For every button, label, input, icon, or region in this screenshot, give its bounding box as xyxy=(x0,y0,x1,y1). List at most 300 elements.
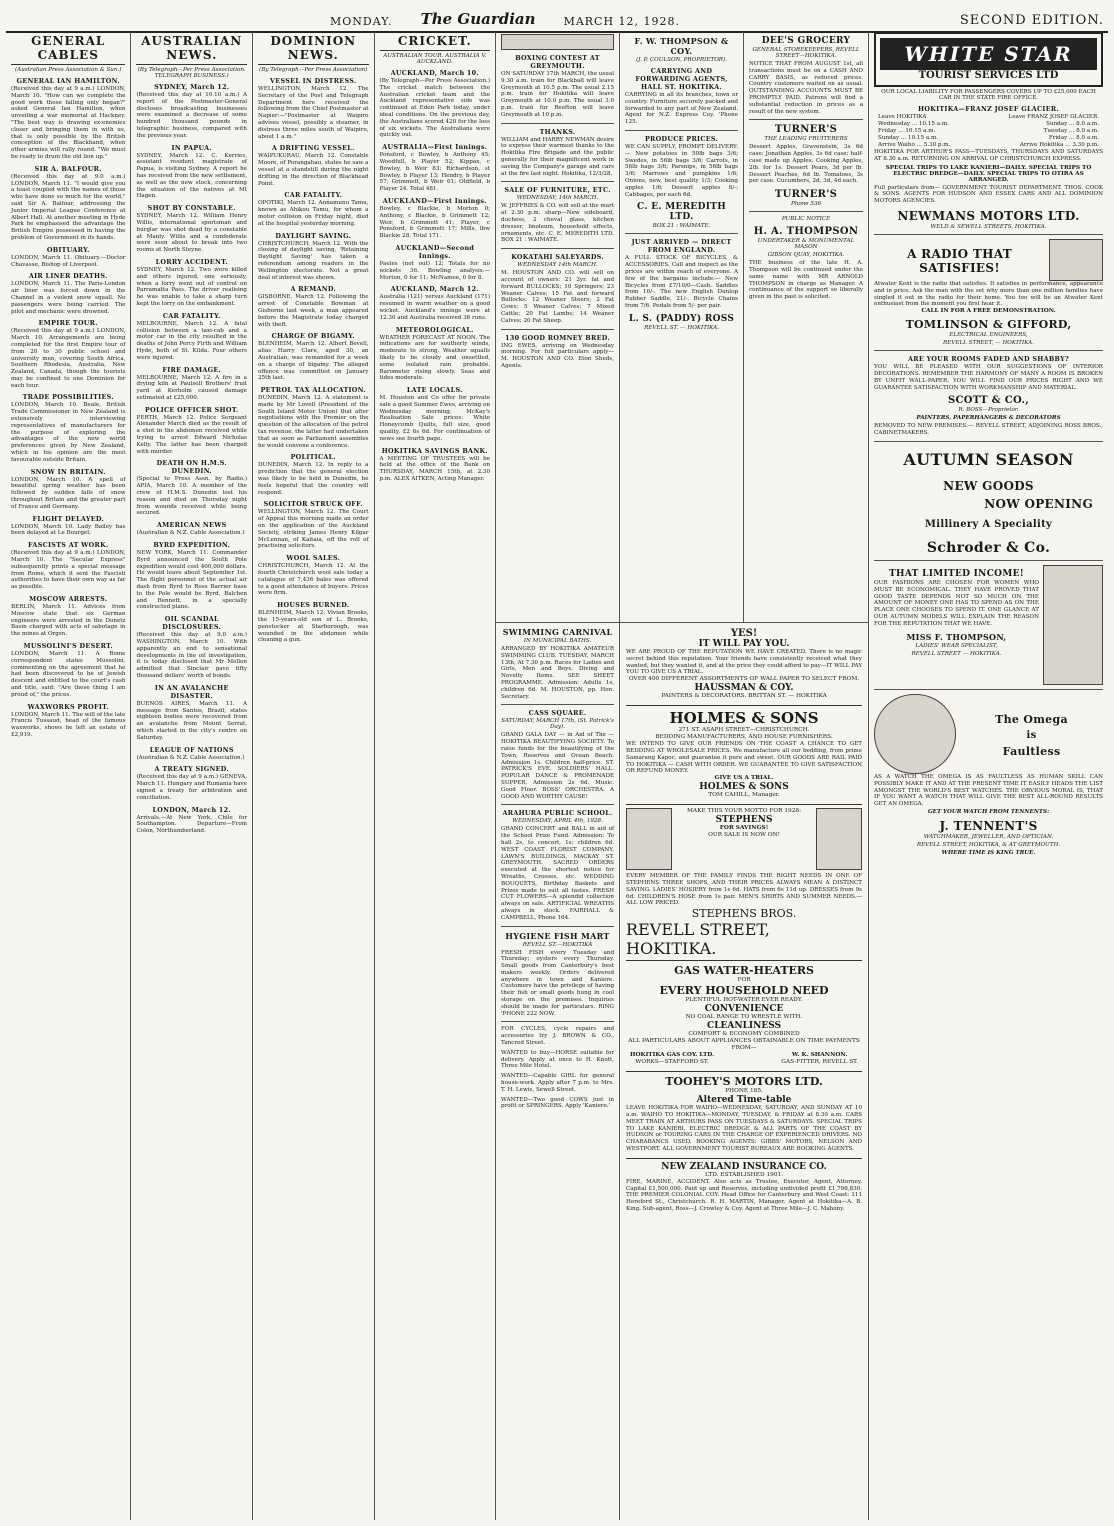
article-body: SYDNEY, March 12. C. Kerries, assistant resident magistrate of Papua, is visiting Sydney. A report he has received from the new settlement, as well as the new stock, concerning the situation of the natives at Mt Hagen. xyxy=(136,152,247,200)
schedule-cell: Leave HOKITIKA xyxy=(878,114,927,120)
radio-call: CALL IN FOR A FREE DEMONSTRATION. xyxy=(921,308,1056,315)
bikes-title: JUST ARRIVED — DIRECT FROM ENGLAND. xyxy=(631,238,732,255)
masthead-edition: SECOND EDITION. xyxy=(959,13,1104,28)
autumn-new-goods: NEW GOODS xyxy=(943,478,1034,493)
white-star-schedule xyxy=(874,114,1103,149)
omega-text: AS A WATCH THE OMEGA IS AS FAULTLESS AS HUMAN SKILL CAN POSSIBLY MAKE IT AND AT THE PRESENT TIME IT EASILY HEADS THE LIST AMONGST THE WORLD'S BEST WATCHES. THE OBVIOUS MORAL IS, THAT IF YOU WANT A WATCH THAT WILL GIVE THE BEST ALL-ROUND RESULTS GET AN OMEGA. xyxy=(874,773,1104,808)
section-subtitle: AUSTRALIAN TOUR. AUSTRALIA V. AUCKLAND. xyxy=(383,53,487,65)
masthead-date: MARCH 12, 1928. xyxy=(563,15,681,28)
rams-title: 130 GOOD ROMNEY BRED. xyxy=(505,333,610,342)
divider xyxy=(501,926,614,927)
article-heading: AUCKLAND—First Innings. xyxy=(382,196,487,205)
white-star-route: HOKITIKA—FRANZ JOSEF GLACIER. xyxy=(918,105,1060,113)
holmes-sub: 271 ST. ASAPH STREET—CHRISTCHURCH. xyxy=(678,727,810,734)
article-body: SYDNEY, March 12. Two were killed and others injured, one seriously, when a lorry went out of control on Parramatta Pass. The driver realising he was unable to take a sharp turn kept the lorry on the embankment. xyxy=(136,266,247,307)
kokatahi-date: WEDNESDAY 14th MARCH. xyxy=(517,262,598,269)
article-heading: WOOL SALES. xyxy=(286,554,341,563)
cass-title: CASS SQUARE. xyxy=(528,709,587,718)
yes-title: YES! xyxy=(730,628,758,639)
article-heading: AUCKLAND—Second Innings. xyxy=(395,243,475,260)
omega-jester-illustration xyxy=(874,694,956,774)
ad-toohey xyxy=(626,1071,862,1156)
section-subtitle: (Australian Press Association & Sun.) xyxy=(15,67,122,73)
article-body: SYDNEY, March 12. William Henry Willis, international sportsman and burglar was shot dead by a constable at Manly. Willis and a confederate were seen about to break into two rooms at North Steyne. xyxy=(136,213,247,254)
income-title: THAT LIMITED INCOME! xyxy=(889,568,1024,579)
article-heading: LONDON, March 12. xyxy=(152,805,231,814)
ad-holmes xyxy=(626,705,862,802)
column-grocers xyxy=(744,32,868,622)
white-star-liability: OUR LOCAL LIABILITY FOR PASSENGERS COVERS UP TO £25,000 EACH CAR IN THE STATE FIRE OFFICE. xyxy=(881,89,1096,101)
sale-title: SALE OF FURNITURE, ETC. xyxy=(504,186,611,195)
schedule-cell: Arrive Waiho ... 5.30 p.m. xyxy=(878,142,951,148)
divider xyxy=(501,181,614,182)
ad-radio xyxy=(874,239,1103,281)
schedule-row xyxy=(874,142,1103,149)
swim-title: SWIMMING CARNIVAL xyxy=(502,627,613,637)
sale-text: W. JEFFRIES & CO. will sell at the mart at 2.30 p.m. sharp—New sideboard, duchess, 2 cheval glass, kitchen dresser, linoleum, household effects, ornaments, etc. C. E. MEREDITH LTD. BOX 21 : WAIMATE. xyxy=(501,203,615,244)
article-heading: HOUSES BURNED. xyxy=(277,601,350,610)
omega-is: is xyxy=(1026,729,1037,741)
thompson-fashion-sub: LADIES' WEAR SPECIALIST, xyxy=(915,642,998,649)
article-heading: PETROL TAX ALLOCATION. xyxy=(260,386,366,395)
section-title: AUSTRALIAN NEWS. xyxy=(136,34,247,65)
article-heading: IN PAPUA. xyxy=(171,143,212,152)
article-heading: SIR A. BALFOUR. xyxy=(34,164,102,173)
gas-convenience-sub: NO COAL RANGE TO WRESTLE WITH. xyxy=(685,1014,803,1021)
schroder-firm: Schroder & Co. xyxy=(926,539,1051,556)
article-heading: LATE LOCALS. xyxy=(406,386,463,395)
stephens-text: EVERY MEMBER OF THE FAMILY FINDS THE RIGHT NEEDS IN ONE OF STEPHENS THREE SHOPS, AND THEIR PRICES ALWAYS MEAN A DISTINCT SAVING. LADIES' HOSIERY from 1s 6d. HATS from 6s 11d up. DRESSES from 9s 6d. CHILDREN'S HOSE from 1s pair. MEN'S SHIRTS AND SUMMER NEEDS.—ALL LOW PRICED. xyxy=(626,873,863,907)
schedule-cell: Sunday ... 8.0 a.m. xyxy=(1046,121,1100,127)
gas-cleanliness-sub: COMFORT & ECONOMY COMBINED xyxy=(688,1031,800,1038)
gas-company: HOKITIKA GAS COY. LTD. xyxy=(630,1052,715,1059)
scott-question: ARE YOUR ROOMS FADED AND SHABBY? xyxy=(908,355,1070,364)
divider xyxy=(874,234,1103,235)
article-heading: FIRE DAMAGE. xyxy=(162,365,222,374)
article-body: (Received this day at 9 a.m.) GENEVA, March 11. Hungary and Rumania have signed a treaty for arbitration and conciliation. xyxy=(136,774,247,801)
kokatahi-title: KOKATAHI SALEYARDS. xyxy=(511,253,604,262)
article-body: GISBORNE, March 12. Following the arrest of Constable Bowman at Gisborne last week, a man appeared before the Magistrate today charged with theft. xyxy=(258,294,369,328)
divider xyxy=(874,689,1103,690)
holmes-sub2: BEDDING MANUFACTURERS, AND HOUSE FURNISHERS. xyxy=(655,734,833,741)
white-star-particulars: Full particulars from— GOVERNMENT TOURIST DEPARTMENT. THOS. COOK & SONS. AGENTS FOR HUDSON AND ESSEX CARS AND ALL DOMINION MOTORS AGENCIES. xyxy=(874,184,1104,205)
stephens-motto: MAKE THIS YOUR MOTTO FOR 1928: xyxy=(687,808,802,815)
yes-title2: IT WILL PAY YOU. xyxy=(698,639,790,649)
undertaker-addr: GIBSON QUAY, HOKITIKA. xyxy=(767,252,845,259)
divider xyxy=(749,211,863,212)
stephens-firm: STEPHENS BROS. xyxy=(691,907,797,921)
holmes-text: WE INTEND TO GIVE OUR FRIENDS ON THE COAST A CHANCE TO GET BEDDING AT WHOLESALE PRICES. We manufacture all our bedding, from prime Samarang Kapoc, and guarantee it pure and sweet. OUR GOODS ARE RAIL PAID TO HOKITIKA — CASH WITH ORDER. WE GUARANTEE TO GIVE SATISFACTION OR REFUND MONEY. xyxy=(626,741,863,775)
wanted-ad: WANTED—Two good COWS just in profit or SPRINGERS. Apply 'Kaniere.' xyxy=(501,1096,615,1110)
schedule-cell: Friday ... 8.0 a.m. xyxy=(1048,135,1100,141)
article-body: WEATHER FORECAST AT NOON. The indications are for southerly winds, moderate to strong. Weather squalls likely to be cloudy and unsettled, some isolated rain probable. Barometer rising slowly. Seas and tides moderate. xyxy=(379,334,491,382)
undertaker-text: THE business of the late H. A. Thompson will be continued under the same name with MR ARNOLD THOMPSON in charge as Manager. A continuance of the support so liberally given in the past is solicited. xyxy=(749,260,864,301)
section-title: CRICKET. xyxy=(380,34,491,51)
article-body: DUNEDIN, March 12. A statement is made by Mr Lovell (President of the South Island Motor Union) that after negotiations with the Premier on the question of the allocation of the petrol tax revenue, the latter had undertaken that as soon as Parliament assembles he would convene a conference. xyxy=(258,395,369,449)
stephens-title: STEPHENS xyxy=(715,815,773,826)
gas-convenience: CONVENIENCE xyxy=(704,1004,784,1015)
article-body: MELBOURNE, March 12. A fire in a drying kiln at Paulsell Brothers' fruit yard at Kerholm caused damage estimated at £25,000. xyxy=(136,374,247,401)
schedule-cell: Friday ... 10.15 a.m. xyxy=(878,128,936,134)
article-heading: METEOROLOGICAL. xyxy=(395,325,474,334)
divider xyxy=(501,1021,614,1022)
article-body: WELLINGTON, March 12. The Secretary of the Post and Telegraph Department here received the following from the Chief Postmaster at Napier:—"Postmaster at Waipiro advises vessel, possibly a steamer, in distress three miles south of Waipiro, about 1 a.m." xyxy=(258,86,369,140)
article-body: Ponsford, c Bowley, b Anthony 45; Woodfull, b Player 52; Kippax, c Bowley, b Weir 83; Richardson, st Bowley, b Player 13; Hendry, b Player 57; Grimmett, b Weir 61; Oldfield, b Player 24. Total 481. xyxy=(379,152,491,193)
article-heading: BYRD EXPEDITION. xyxy=(153,541,231,550)
upper-ads xyxy=(496,32,868,623)
boxing-text: ON SATURDAY 17th MARCH, the usual 9.30 a.m. train for Blackball will leave Greymouth at 10.5 p.m. The usual 2.15 p.m. train for Hokitika will leave Greymouth at 10.0 p.m. The usual 3.0 p.m. train for Reefton will leave Greymouth at 10 p.m. xyxy=(501,71,615,118)
column-local-events xyxy=(496,623,620,1520)
income-text: OUR FASHIONS ARE CHOSEN FOR WOMEN WHO MUST BE ECONOMICAL. THEY HAVE PROVED THAT GOOD TASTE DEPENDS NOT SO MUCH ON THE AMOUNT OF MONEY ONE HAS TO SPEND AS ON THE PLACE ONE CHOOSES TO SPEND IT. ONE GLANCE AT OUR AUTUMN MODELS WILL EXPLAIN THE REASON FOR THE REPUTATION THAT WE HAVE. xyxy=(874,579,1040,627)
fashion-lady-illustration xyxy=(1043,565,1103,685)
article-body: (Received this day at 9.0 a.m.) WASHINGTON, March 10. With apparently an end to sensational developments in the oil investigation, it is today disclosed that Mr Mellon admitted that Sinclair gave fifty thousand dollars' worth of bonds. xyxy=(136,632,247,679)
fish-title: HYGIENE FISH MART xyxy=(505,930,610,941)
dees-sub: GENERAL STOREKEEPERS, REVELL STREET—HOKITIKA. xyxy=(752,47,860,59)
center-ads-block xyxy=(496,32,869,1520)
article-body: LONDON, March 11. Obituary.—Doctor Chavasse, Bishop of Liverpool. xyxy=(11,254,126,268)
autumn-now-opening: NOW OPENING xyxy=(984,496,1094,511)
article-body: CHRISTCHURCH, March 12. With the closing of daylight saving, 'Retaining Daylight Saving' has taken a referendum among readers in the Wellington electorate. Not a great deal of interest was shown. xyxy=(258,240,369,281)
article-body: WELLINGTON, March 12. The Court of Appeal this morning made an order on the application of the Auckland Society, striking James Henry Kilgar McLennan, of Kaitaia, off the roll of practising solicitors. xyxy=(258,509,369,550)
article-heading: MUSSOLINI'S DESERT. xyxy=(23,642,113,650)
yes-text: WE ARE PROUD OF THE REPUTATION WE HAVE CREATED. There is no magic secret behind this reputation. Your friends have consistently received what they wanted, but they wanted it, and at the price they could afford to pay—IT WILL PAY YOU TO GIVE US A TRIAL. xyxy=(626,649,863,676)
schedule-row xyxy=(874,135,1103,142)
fish-sub: REVELL ST.—HOKITIKA xyxy=(522,941,593,948)
cass-text: GRAND GALA DAY — in Aid of The — HOKITIKA BEAUTIFYING SOCIETY. To raise funds for the beautifying of the Town, Reserves and Ocean Beach. Admission 1s. Children half-price. ST. PATRICK'S EVE. SOLDIERS' HALL. POPULAR DANCE & PROMENADE SUPPER. Admission 2s 6d. Music. Good Floor. BOSS' ORCHESTRA. A GOOD AND WORTHY CAUSE! xyxy=(501,732,615,800)
schedule-row xyxy=(874,121,1103,128)
produce-title: PRODUCE PRICES. xyxy=(644,134,719,143)
article-heading: A REMAND. xyxy=(290,285,336,294)
article-heading: POLITICAL. xyxy=(290,453,336,462)
public-notice: PUBLIC NOTICE xyxy=(781,216,831,223)
gas-particulars: ALL PARTICULARS ABOUT APPLIANCES OBTAINABLE ON TIME PAYMENTS FROM— xyxy=(628,1038,860,1052)
hat-lady-illustration xyxy=(626,808,672,870)
article-heading: HOKITIKA SAVINGS BANK. xyxy=(381,446,488,455)
ross-title: L. S. (PADDY) ROSS xyxy=(628,313,735,324)
article-body: PERTH, March 12. Police Sergeant Alexander March died as the result of a shot in the abdomen received while trying to arrest Edward Nicholas Kelly. The latter has been charged with murder. xyxy=(136,414,247,455)
toohey-sub: Altered Time-table xyxy=(696,1095,792,1106)
scott-text: YOU WILL BE PLEASED WITH OUR SUGGESTIONS OF INTERIOR DECORATIONS. REMEMBER THE HARMONY OF MANY A ROOM IS BROKEN BY UNFIT WALL-PAPER. YOU WILL FIND OUR PRICES RIGHT AND WE GUARANTEE SATISFACTION WITH WORKMANSHIP AND MATERIAL. xyxy=(874,364,1104,391)
column-right-ads xyxy=(869,32,1108,1520)
haussman-addr: PAINTERS & DECORATORS. BRITTAN ST. — HOKITIKA xyxy=(661,693,827,700)
gas-company-addr: WORKS—STAFFORD ST. xyxy=(635,1059,709,1066)
article-heading: OBITUARY. xyxy=(46,245,90,254)
thompson-sub: (J. P. COULSON, PROPRIETOR). xyxy=(636,57,727,63)
autumn-millinery: Millinery A Speciality xyxy=(924,518,1053,530)
thompson-text: CARRYING in all its branches, town or country. Furniture securely packed and forwarded to any part of New Zealand. Agent for N.Z. Express Coy. 'Phone 125. xyxy=(625,92,739,126)
turner-text: Dessert Apples, Gravenstein, 3s 6d case; Jonathan Apples, 3s 6d case; half-case made up Apples. Cooking Apples, 2lb. for 1s. Dessert Pears, 3d per lb. Dessert Peaches, 6d lb. Tomatoes, 3s per case. Cucumbers, 2d, 3d, 4d each. xyxy=(749,144,864,185)
divider xyxy=(874,441,1103,442)
section-subtitle: (By Telegraph—Per Press Association. TELEGRAPH BUSINESS.) xyxy=(137,67,246,79)
schedule-row xyxy=(874,128,1103,135)
article-body: BLENHEIM, March 12. Albert Bevell, alias Harry Clare, aged 30, an Australian, was remanded for a week on a charge of bigamy. The alleged offence was committed on January 25th last. xyxy=(258,341,369,382)
column-australian-news xyxy=(131,32,253,1520)
section-title: DOMINION NEWS. xyxy=(258,34,369,65)
thanks-text: WILLIAM and HARRY NEWMAN desire to express their warmest thanks to the Hokitika Fire Brigade and the public generally for their magnificent work in saving the Company's garage and cars at the fire last night. Hokitika, 12/3/28. xyxy=(501,136,615,177)
white-star-logo: WHITE STAR xyxy=(880,38,1097,70)
autumn-title: AUTUMN SEASON xyxy=(903,449,1074,469)
turner-title: TURNER'S xyxy=(774,124,838,136)
article-heading: AUSTRALIA—First Innings. xyxy=(382,143,488,152)
article-heading: CAR FATALITY. xyxy=(284,191,343,200)
toohey-text: LEAVE HOKITIKA FOR WAIHO—WEDNESDAY, SATURDAY, AND SUNDAY AT 10 a.m. WAIHO TO HOKITIKA—MONDAY, TUESDAY, & FRIDAY at 8.30 a.m. CARS MEET TRAIN AT ARTHURS PASS ON TUESDAYS & SATURDAYS. SPECIAL TRIPS TO LAKE KANIERI, ELECTRIC DREDGE & ALL PARTS OF THE COAST BY HUDSON or TOURING CARS IN THE CHARGE OF EXPERIENCED DRIVERS. NO CHARABANCS USED. BOOKING AGENTS: GIBBS' MOTORS, NELSON AND WESTPORT. ALL GOVERNMENT TOURIST BUREAUX ARE BOOKING AGENTS. xyxy=(626,1105,863,1152)
gas-cleanliness: CLEANLINESS xyxy=(707,1021,782,1032)
undertaker-title: H. A. THOMPSON xyxy=(753,226,859,238)
article-body: LONDON, March 10. Beale, British Trade Commissioner in New Zealand is extensively interviewing representatives of manufacturers for the purpose of exploring the advantages of the new world preferences given by New Zealand, which in his opinion are the most favourable outside Britain. xyxy=(11,402,126,463)
boxing-header-image xyxy=(501,34,614,50)
holmes-title: HOLMES & SONS xyxy=(669,709,819,728)
article-heading: SHOT BY CONSTABLE. xyxy=(147,204,236,213)
schedule-cell: Leave FRANZ JOSEF GLACIER. xyxy=(1008,114,1100,120)
undertaker-sub: UNDERTAKER & MONUMENTAL MASON xyxy=(757,238,855,251)
article-body: M. Houston and Co offer for private sale a good Summer Ewes, arriving on Wednesday morning. McKay's Realisation Sale prices: White Honeycomb Quilts, full size, good quality, £2 6s 6d. For continuation of news see fourth page. xyxy=(379,395,491,442)
article-heading: LORRY ACCIDENT. xyxy=(155,257,228,266)
column-traders xyxy=(620,32,744,622)
schedule-cell: Tuesday ... 8.0 a.m. xyxy=(1043,128,1100,134)
scott-proprietor: R. BOSS—Proprietor. xyxy=(958,407,1019,414)
article-heading: DAYLIGHT SAVING. xyxy=(275,231,352,240)
divider xyxy=(874,350,1103,351)
divider xyxy=(501,804,614,805)
swim-sub: IN MUNICIPAL BATHS. xyxy=(523,638,592,644)
article-heading: SOLICITOR STRUCK OFF. xyxy=(263,500,363,509)
article-body: Bowley, c Blackie, b Morton 0; Anthony, c Blackie, b Grimmett 12; Weir, b Grimmett 41; Player, c Ponsford, b Grimmett 17; Mills, lbw Blackie 28. Total 171. xyxy=(379,205,491,240)
holmes-manager: TOM CAHILL, Manager. xyxy=(708,792,780,799)
tomlinson-addr: REVELL STREET, — HOKITIKA. xyxy=(943,340,1034,347)
article-body: (Received this day at 9 a.m.) LONDON, March 10. Arrangements are being completed for the first Empire tour of from 20 to 30 public school and university men, covering South Africa, Southern Rhodesia, Australia, New Zealand, Canada, though the tourists may be confined to one Dominion for each tour. xyxy=(11,328,126,389)
masthead-title: The Guardian xyxy=(420,10,536,28)
dees-title: DEE'S GROCERY xyxy=(761,36,851,46)
article-heading: FLIGHT DELAYED. xyxy=(32,514,104,523)
newmans-addr: WELD & SEWELL STREETS, HOKITIKA. xyxy=(930,223,1047,230)
meredith-title: C. E. MEREDITH LTD. xyxy=(637,202,727,223)
divider xyxy=(749,119,863,120)
arahura-title: ARAHURA PUBLIC SCHOOL. xyxy=(502,809,613,818)
haussman-name: HAUSSMAN & COY. xyxy=(694,683,794,694)
tennent-addr: REVELL STREET, HOKITIKA, & AT GREYMOUTH. xyxy=(916,841,1061,848)
ad-stephens xyxy=(626,804,862,873)
article-body: DUNEDIN, March 12. In reply to a prediction that the general election was likely to be held in Dunedin, he feels hopeful that the country will respond. xyxy=(258,462,369,496)
article-heading: AUCKLAND, March 12. xyxy=(390,285,479,294)
scott-removed: REMOVED TO NEW PREMISES:— REVELL STREET, ADJOINING ROSS BROS., CABINETMAKERS. xyxy=(874,423,1104,437)
article-heading: SNOW IN BRITAIN. xyxy=(30,467,106,476)
scott-trade: PAINTERS, PAPERHANGERS & DECORATORS xyxy=(916,415,1061,422)
divider xyxy=(625,130,738,131)
article-list xyxy=(380,69,491,483)
article-heading: A TREATY SIGNED. xyxy=(154,765,229,774)
thompson-title: F. W. THOMPSON & COY. xyxy=(634,36,729,56)
omega-faultless: Faultless xyxy=(1002,744,1061,758)
article-heading: GENERAL IAN HAMILTON. xyxy=(16,77,120,85)
rams-text: ING EWES, arriving on Wednesday morning. For full particulars apply— M. HOUSTON AND CO. Eton Sheds, Agents. xyxy=(501,342,615,369)
article-body: LONDON, March 11. A Rome correspondent states Mussolini, commenting on the agreement that he had been discovered to be of Jewish descent and entitled to the court's cash and title, said: "Are these thing I am proud of," the prices. xyxy=(11,651,126,698)
article-heading: DEATH ON H.M.S. DUNEDIN. xyxy=(156,459,227,476)
bikes-text: A FULL STOCK OF BICYCLES, & ACCESSORIES. Call and inspect as the prices are within reach of everyone. A few of the bargains include:— New Bicycles from £7/10/0—Cash. Saddles from 10/-. The new English Dunlop Rubber Saddle, 21/-. Bicycle Chains from 7/6. Pedals from 5/- per pair. xyxy=(625,255,739,309)
gas-title: GAS WATER-HEATERS xyxy=(674,964,814,978)
yes-wallpaper: OVER 400 DIFFERENT ASSORTMENTS OF WALL PAPER TO SELECT FROM. xyxy=(628,676,860,683)
omega-title: The Omega xyxy=(995,712,1068,726)
thompson-head: CARRYING AND FORWARDING AGENTS, HALL ST. HOKITIKA. xyxy=(635,67,728,91)
article-heading: WAXWORKS PROFIT. xyxy=(27,702,109,711)
radio-text: Atwater Kent is the radio that satisfies. It satisfies in performance, appearance and in price. Ask the man with the set why more than one million families have singled it out in the radio for their home. You too will be an Atwater Kent enthusiast from the moment you first hear it. xyxy=(874,280,1104,308)
radio-illustration xyxy=(1049,239,1103,281)
masthead xyxy=(6,4,1108,33)
article-body: LONDON, March 10. Lady Bailey has been delayed at Le Bourget. xyxy=(11,523,126,537)
article-body: Paeles (not out) 12; Totals for no wickets 36. Bowling analysis.—Morton, 0 for 11; McNamee, 0 for 8. xyxy=(379,260,491,281)
ad-omega xyxy=(874,694,1103,774)
omega-get: GET YOUR WATCH FROM TENNENTS: xyxy=(927,808,1050,815)
article-body: OPOTIKI, March 12. Annamunu Tamu, known as Ahikou Tamu, for whom a motor collision on Friday night, died at the hospital yesterday morning. xyxy=(258,200,369,227)
gas-title2: EVERY HOUSEHOLD NEED xyxy=(659,984,829,998)
article-body: BUENOS AIRES, March 11. A message from Santos, Brazil, states eighteen bodies were recovered from an avalanche from Mount Serrat, which started in the city's centre on Saturday. xyxy=(136,700,247,741)
divider xyxy=(625,233,738,234)
column-cricket xyxy=(375,32,497,1520)
lady-portrait-illustration xyxy=(816,808,862,870)
column-wide-ads xyxy=(620,623,868,1520)
article-heading: SYDNEY, March 12. xyxy=(154,83,230,91)
divider xyxy=(501,123,614,124)
wanted-ad: WANTED to buy—HORSE suitable for delivery. Apply at once to H. Knott, Three Mile Hotel. xyxy=(501,1049,615,1070)
turner-footer: TURNER'S xyxy=(774,189,838,201)
arahura-sub: WEDNESDAY, APRIL 4th, 1928. xyxy=(512,818,603,825)
holmes-foot: HOLMES & SONS xyxy=(699,782,789,793)
white-star-special: SPECIAL TRIPS TO LAKE KANIERI—DAILY. SPECIAL TRIPS TO ELECTRIC DREDGE—DAILY. SPECIAL TRIPS TO OTIRA AS ARRANGED. xyxy=(885,164,1092,183)
white-star-sub: TOURIST SERVICES LTD xyxy=(918,70,1059,81)
section-title: GENERAL CABLES xyxy=(11,34,125,65)
divider xyxy=(501,248,614,249)
tomlinson-sub: ELECTRICAL ENGINEERS, xyxy=(949,332,1028,339)
article-body: CHRISTCHURCH, March 12. At the fourth Christchurch wool sale today a catalogue of 7,436 bales was offered to a good attendance of buyers. Prices were firm. xyxy=(258,563,369,597)
white-star-arthurs-pass: HOKITIKA FOR ARTHUR'S PASS—TUESDAYS, THURSDAYS AND SATURDAYS AT 8.30 a.m. RETURNING ON ARRIVAL OF CHRISTCHURCH EXPRESS. xyxy=(874,149,1104,162)
cass-sub: SATURDAY, MARCH 17th, (St. Patrick's Day). xyxy=(501,718,614,731)
column-dominion-news xyxy=(253,32,375,1520)
article-heading: FASCISTS AT WORK. xyxy=(27,541,109,550)
schedule-row xyxy=(874,114,1103,121)
thompson-fashion-firm: MISS F. THOMPSON, xyxy=(906,631,1007,642)
article-body: MELBOURNE, March 12. A fatal collision between a taxi-cab and a motor car in the city resulted in the deaths of John Percy Firth and William Hyde, both of St. Kilda. Four others were injured. xyxy=(136,320,247,361)
fish-text: FRESH FISH every Tuesday and Thursday; oysters every Thursday. Small goods from Canterbury's best makers weekly. Orders delivered anywhere in town and Kaniere. Customers have the privilege of having their fish or small goods hung in cool storage on the premises. Inquiries should be made for particulars. RING 'PHONE 222 NOW. xyxy=(501,949,615,1017)
cycles-text: FOR CYCLES, cycle repairs and accessories try J. BROWN & CO., Tancred Street. xyxy=(501,1026,615,1047)
article-body: (By Telegraph—Per Press Association.) The cricket match between the Australian cricket team and the Auckland representative side was continued at Eden Park today, under ideal conditions. On the previous day, the Australians scored 420 for the loss of six wickets. The Australians were quickly out. xyxy=(379,78,491,139)
gas-text: PLENTIFUL HOT-WATER EVER READY. xyxy=(685,997,803,1004)
tennent-foot: WHERE TIME IS KING TRUE. xyxy=(941,849,1036,856)
article-heading: POLICE OFFICER SHOT. xyxy=(144,405,239,414)
masthead-day: MONDAY. xyxy=(330,15,393,28)
article-body: LONDON, March 10. A spell of beautiful spring weather has been followed by sudden falls of snow throughout Britain and the greater part of France and Germany. xyxy=(11,476,126,510)
article-body: (Australian & N.Z. Cable Association.) xyxy=(136,754,245,761)
wanted-list xyxy=(501,1050,614,1110)
meredith-sub: BOX 21 : WAIMATE. xyxy=(652,223,711,230)
wanted-ad: WANTED—Capable GIRL for general house-work. Apply after 7 p.m. to Mrs. T. H. Lewis, Sewell Street. xyxy=(501,1073,615,1093)
gas-fitter: W. K. SHANNON. xyxy=(791,1052,848,1059)
turner-phone: Phone 536 xyxy=(790,201,822,208)
gas-fitter-addr: GAS-FITTER, REVELL ST. xyxy=(781,1059,859,1066)
article-heading: AMERICAN NEWS xyxy=(156,521,227,530)
nzins-sub: LTD. ESTABLISHED 1901. xyxy=(705,1171,784,1178)
tomlinson-title: TOMLINSON & GIFFORD, xyxy=(905,318,1072,332)
article-heading: TRADE POSSIBILITIES. xyxy=(22,393,114,402)
article-body: Australia (121) versus Auckland (171) resumed in warm weather on a good wicket. Auckland's innings were at 12.30 and Australia received 36 runs. xyxy=(379,294,491,321)
holmes-give: GIVE US A TRIAL. xyxy=(714,775,774,782)
article-heading: CAR FATALITY. xyxy=(162,311,221,320)
article-body: (Received this day at 10.10 a.m.) A report of the Postmaster-General discloses broadcasting businesses were examined a decrease of some hundred thousand pounds in telegraphic business, compared with the previous year. xyxy=(136,92,247,139)
article-body: (Received this day at 9 a.m.) LONDON, March 10. The "Secular Express" subsequently prints a special message from Rome, which it sent the Fascisti authorities to have their own way as far as possible. xyxy=(11,550,126,591)
scott-firm: SCOTT & CO., xyxy=(947,395,1030,407)
thompson-fashion-addr: REVELL STREET — HOKITIKA. xyxy=(911,650,1002,657)
article-body: A MEETING OF TRUSTEES will be held at the office of the Bank on THURSDAY, MARCH 15th, at 2.30 p.m. ALEX AITKEN, Acting Manager. xyxy=(379,455,491,483)
article-body: BLENHEIM, March 12. Vivian Brooks, the 15-years-old son of L. Brooks, penstocker at Starborough, was wounded in the abdomen while cleaning a gun. xyxy=(258,610,369,644)
ad-nzinsurance xyxy=(626,1158,862,1216)
article-body: BERLIN, March 11. Advices from Moscow state that six German engineers were arrested in the Donetz Basin charged with acts of sabotage in the mines at Orgsn. xyxy=(11,604,126,638)
column-general-cables xyxy=(6,32,131,1520)
section-subtitle: (By Telegraph—Per Press Association) xyxy=(259,67,368,73)
produce-text: WE CAN SUPPLY, PROMPT DELIVERY:— New potatoes in 50lb bags 3/6; Swedes, in 56lb bags 3/6; Carrots, in 56lb bags 3/6; Parsnips, in 56lb bags 3/6; Marrows and pumpkins 1/6; Onions, new, best quality 1/3; Cooking apples 1/6; Dessert apples 8/-; Cabbages, per each 6d. xyxy=(625,143,739,198)
article-heading: AIR LINER DEATHS. xyxy=(28,272,108,281)
article-heading: LEAGUE OF NATIONS xyxy=(149,745,234,754)
tennent-sub: WATCHMAKER, JEWELLER, AND OPTICIAN. xyxy=(923,833,1054,840)
article-body: Arrivals.—At New York, Chile for Southampton. Departure—From Colon, Northumberland. xyxy=(136,814,247,835)
divider xyxy=(501,704,614,705)
article-list xyxy=(258,77,369,644)
article-body: LONDON, March 11. The Paris-London air liner was forced down in the Channel in a violent snow squall. No passengers were being carried. The pilot and mechanic were drowned. xyxy=(11,281,126,315)
column-notices xyxy=(496,32,620,622)
lower-ads xyxy=(496,623,868,1520)
dees-text: NOTICE THAT FROM AUGUST 1st, all transactions must be on a CASH AND CARRY BASIS, as reduced prices. Country customers waited on as usual. OUTSTANDING ACCOUNTS MUST BE PROMPTLY PAID. Patrons will find a substantial reduction in prices as a result of the new system. xyxy=(749,61,864,115)
article-heading: IN AN AVALANCHE DISASTER. xyxy=(154,683,229,700)
ad-thompson-fashions xyxy=(874,565,1103,685)
ad-white-star xyxy=(874,32,1103,87)
schedule-cell: Arrive Hokitika ... 3.30 p.m. xyxy=(1019,142,1100,148)
article-list xyxy=(136,83,247,835)
turner-sub: THE LEADING FRUITERERS xyxy=(764,136,848,143)
boxing-title: BOXING CONTEST AT GREYMOUTH. xyxy=(515,54,600,70)
schedule-cell: Sunday ... 10.15 a.m. xyxy=(878,135,939,141)
article-body: LONDON, March 11. The will of the late Francis Tussaud, head of the famous waxworks, shows he left an estate of £2,919. xyxy=(11,711,126,738)
article-heading: EMPIRE TOUR. xyxy=(38,319,98,328)
article-body: (Received this day at 9 a.m.) LONDON, March 10. "How can we complete the good work those falling only began?" asked General Ian Hamilton, when unveiling a war memorial at Hackney. "The best way is drawing ex-enemies closer and bringing them in with us, that is only possible by the British conception of the Blackhand, when other armies will rally round. "We must be ready to drum the old lion up." xyxy=(11,86,126,160)
nzins-title: NEW ZEALAND INSURANCE CO. xyxy=(661,1161,827,1172)
article-heading: AUCKLAND, March 10. xyxy=(390,69,479,77)
article-body: WAIPUKURAU, March 12. Constable Moore, of Porangahau, states he saw a vessel at a standstill during the night drifting in the direction of Blackhead Point. xyxy=(258,153,369,187)
radio-title: A RADIO THAT SATISFIES! xyxy=(907,247,1012,276)
divider xyxy=(501,329,614,330)
article-list xyxy=(11,77,125,739)
article-heading: A DRIFTING VESSEL. xyxy=(271,144,355,153)
nzins-text: FIRE, MARINE, ACCIDENT. Also acts as Trustee, Executor, Agent, Attorney. Capital £1,500,000. Paid up and Reserves, including undivided profit £1,798,830. THE PREMIER COLONIAL COY. Head Office for Canterbury and West Coast: 111 Hereford St., Christchurch. R. H. MARTIN, Manager. Agent at Hokitika—A. B. King. Sub-agent, Ross—J. Crowley & Coy. Agent at Three Mile—J. C. Mahony. xyxy=(626,1178,863,1212)
article-heading: OIL SCANDAL DISCLOSURES. xyxy=(162,615,222,632)
stephens-sale: OUR SALE IS NOW ON! xyxy=(708,832,780,839)
article-heading: MOSCOW ARRESTS. xyxy=(29,595,108,604)
arahura-text: GRAND CONCERT and BALL in aid of the School Prize Fund. Admission: To hall 2s, to concert, 1s; children 6d. WEST COAST FLORIST COMPANY. LAWN'S BUILDINGS, MACKAY ST. GREYMOUTH. SACRED ORDERS executed at the shortest notice for Wreaths, Crosses, etc. WEDDING BOUQUETS, Birthday Baskets and Prizes made to suit all tastes. FRESH CUT FLOWERS—A splendid collection always on sale. ARTIFICIAL WREATHS always in stock. FAIRHALL & CAMPBELL, Phone 164. xyxy=(501,826,615,921)
article-body: (Received this day at 9.0 a.m.) LONDON, March 11. "I would give you a toast coupled with the names of those who have done so much for the world," said Sir A. Balfour, addressing the Junior Imperial League Conference at Albert Hall. At another meeting in Hyde Park he emphasised the advantage the British Empire possessed in having the problem of Government in its hands. xyxy=(11,173,126,241)
article-body: NEW YORK, March 11. Commander Byrd announced the South Pole expedition would cost 400,000 dollars. He would leave about September 1st. The flight personnel of the actual air dash from Byrd to Ross Barrier base to the Pole would be Byrd, Balchen and Bennett, in a specially constructed plane. xyxy=(136,550,247,611)
article-heading: VESSEL IN DISTRESS. xyxy=(270,77,357,85)
schedule-cell: Wednesday ... 10.15 a.m. xyxy=(878,121,949,127)
toohey-title: TOOHEY'S MOTORS LTD. xyxy=(665,1075,823,1089)
divider xyxy=(874,560,1103,561)
tennent-firm: J. TENNENT'S xyxy=(939,818,1038,833)
sale-date: WEDNESDAY, 14th MARCH. xyxy=(516,195,599,202)
ross-sub: REVELL ST. — HOKITIKA. xyxy=(644,324,719,331)
article-body: (Australian & N.Z. Cable Association.) xyxy=(136,530,245,537)
thanks-title: THANKS. xyxy=(539,127,576,136)
swim-text: ARRANGED BY HOKITIKA AMATEUR SWIMMING CLUB. TUESDAY, MARCH 13th, At 7.30 p.m. Races for Ladies and Girls, Men and Boys. Diving and Novelty Items. SEE SHEET PROGRAMME. Admission: Adults 1s, children 6d. M. HOUSTON, pp. Hon. Secretary. xyxy=(501,646,615,700)
ad-haussman xyxy=(626,625,862,703)
article-heading: CHARGE OF BIGAMY. xyxy=(271,332,355,341)
gas-for: FOR xyxy=(737,977,751,984)
newmans-title: NEWMANS MOTORS LTD. xyxy=(897,208,1080,223)
stephens-addr: REVELL STREET, HOKITIKA. xyxy=(626,920,770,959)
